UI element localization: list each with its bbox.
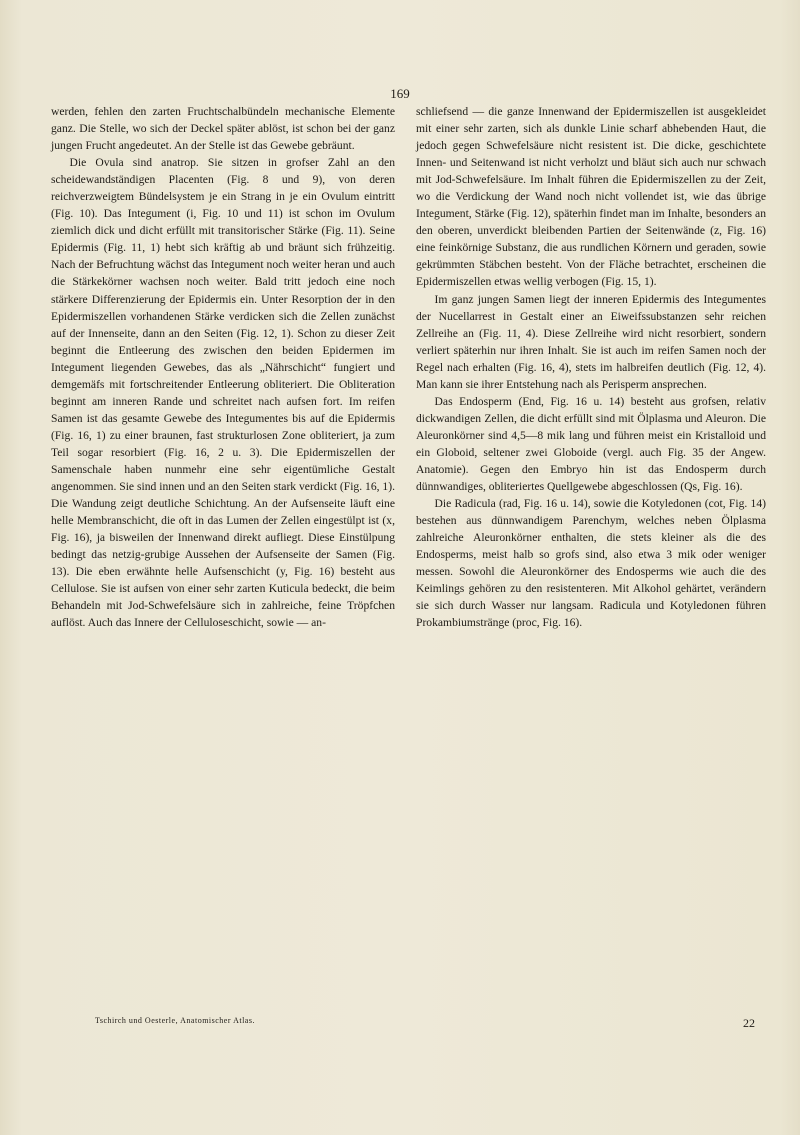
paragraph: Die Radicula (rad, Fig. 16 u. 14), sowie die Kotyledonen (cot, Fig. 14) bestehen aus dünnwandigem Parenchym, welches neben Ölplasma zahlreiche Aleuronkörner enthalten, die stets kleiner als die des Endosperms, meist halb so grofs sind, also etwa 3 mik oder weniger messen. Sowohl die Aleuronkörner des Endosperms wie auch die des Keimlings gehören zu den resistenteren. Mit Alkohol gehärtet, verändern sie sich durch Wasser nur langsam. Radicula und Kotyledonen führen Prokambiumstränge (proc, Fig. 16).: [416, 497, 766, 630]
left-column: [51, 103, 395, 631]
paragraph: schliefsend — die ganze Innenwand der Epidermiszellen ist ausgekleidet mit einer sehr zarten, sich als dunkle Linie scharf abhebenden Haut, die jedoch gegen Schwefelsäure nicht resistent ist. Die dicke, geschichtete Innen- und Seitenwand ist nicht verholzt und bläut sich auch nur schwach mit Jod-Schwefelsäure. Im Inhalt führen die Epidermiszellen zu der Zeit, wo die Verdickung der Wand noch nicht vollendet ist, wie das übrige Integument, Stärke (Fig. 12), späterhin findet man im Inhalte, besonders an den oberen, unverdickt bleibenden Partien der Seitenwände (z, Fig. 16) eine feinkörnige Substanz, die aus rundlichen Körnern und geraden, sowie gekrümmten Stäbchen besteht. Von der Fläche betrachtet, erscheinen die Epidermiszellen etwas wellig verbogen (Fig. 15, 1).: [416, 105, 766, 289]
page-number: 169: [390, 86, 410, 101]
footer-authors: Tschirch und Oesterle, Anatomischer Atlas.: [95, 1016, 255, 1025]
paragraph: Die Ovula sind anatrop. Sie sitzen in grofser Zahl an den scheidewandständigen Placenten (Fig. 8 und 9), von deren reichverzweigtem Bündelsystem je ein Strang in je ein Ovulum eintritt (Fig. 10). Das Integument (i, Fig. 10 und 11) ist schon im Ovulum ziemlich dick und dicht erfüllt mit transitorischer Stärke (Fig. 11). Seine Epidermis (Fig. 11, 1) hebt sich kräftig ab und bräunt sich frühzeitig. Nach der Befruchtung wächst das Integument noch weiter heran und auch die Stärkekörner wachsen noch weiter. Bald tritt jedoch eine noch stärkere Differenzierung der Epidermis ein. Unter Resorption der in den Epidermiszellen vorhandenen Stärke verdicken sich die Zellen zunächst auf der Innenseite, dann an den Seiten (Fig. 12, 1). Schon zu dieser Zeit beginnt die Entleerung des zwischen den beiden Epidermen im Integument liegenden Gewebes, das als „Nährschicht“ fungiert und demgemäfs mit fortschreitender Entleerung obliteriert. Die Obliteration beginnt am inneren Rande und schreitet nach aufsen fort. Im reifen Samen ist das gesamte Gewebe des Integumentes bis auf die Epidermis (Fig. 16, 1) zu einer braunen, fast strukturlosen Zone obliteriert, ja zum Teil sogar resorbiert (Fig. 16, 2 u. 3). Die Epidermiszellen der Samenschale haben nunmehr eine sehr eigentümliche Gestalt angenommen. Sie sind innen und an den Seiten stark verdickt (Fig. 16, 1). Die Wandung zeigt deutliche Schichtung. An der Aufsenseite läuft eine helle Membranschicht, die oft in das Lumen der Zellen eingestülpt ist (x, Fig. 16), ja bisweilen der Innenwand direkt aufliegt. Diese Einstülpung bedingt das netzig-grubige Aussehen der Aufsenseite der Samen (Fig. 13). Die eben erwähnte helle Aufsenschicht (y, Fig. 16) besteht aus Cellulose. Sie ist aufsen von einer sehr zarten Kuticula bedeckt, die beim Behandeln mit Jod-Schwefelsäure sich in zahlreiche, feine Tröpfchen auflöst. Auch das Innere der Celluloseschicht, sowie — an-: [51, 156, 395, 630]
footer: [95, 1016, 755, 1031]
paragraph: Im ganz jungen Samen liegt der inneren Epidermis des Integumentes der Nucellarrest in Gestalt einer an Eiweifssubstanzen sehr reichen Zellreihe an (Fig. 11, 4). Diese Zellreihe wird nicht resorbiert, sondern verliert späterhin nur ihren Inhalt. Sie ist auch im reifen Samen noch der Regel nach erhalten (Fig. 16, 4), stets im halbreifen deutlich (Fig. 12, 4). Man kann sie ihrer Entstehung nach als Perisperm ansprechen.: [416, 292, 766, 391]
signature-mark: 22: [743, 1016, 755, 1030]
paragraph: werden, fehlen den zarten Fruchtschalbündeln mechanische Elemente ganz. Die Stelle, wo sich der Deckel später ablöst, ist schon bei der ganz jungen Frucht angedeutet. An der Stelle ist das Gewebe gebräunt.: [51, 105, 395, 153]
right-column: [416, 103, 766, 631]
paragraph: Das Endosperm (End, Fig. 16 u. 14) besteht aus grofsen, relativ dickwandigen Zellen, die dicht erfüllt sind mit Ölplasma und Aleuron. Die Aleuronkörner sind 4,5—8 mik lang und führen meist ein Kristalloid und ein Globoid, seltener zwei Globoide (vergl. auch Fig. 35 der Angew. Anatomie). Gegen den Embryo hin ist das Endosperm durch dünnwandiges, obliteriertes Quellgewebe abgeschlossen (Qs, Fig. 16).: [416, 394, 766, 494]
